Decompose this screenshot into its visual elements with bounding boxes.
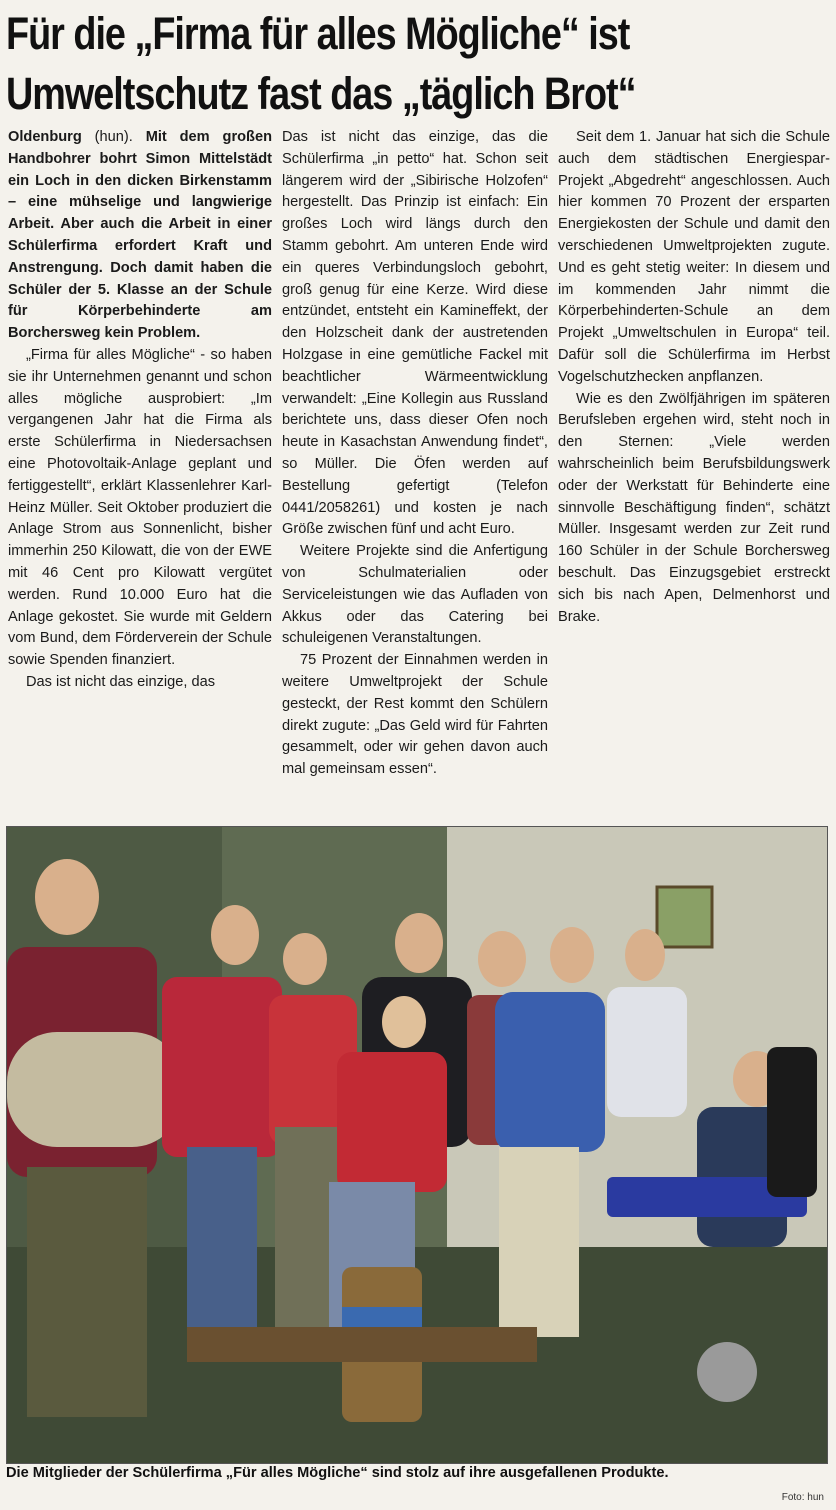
group-photo	[6, 826, 828, 1464]
paragraph-4: 75 Prozent der Einnahmen werden in weitere Umweltprojekt der Schule gesteckt, der Rest kommt den Schülern direkt zugute: „Das Geld wird für Fahrten gesammelt, oder wir gehen davon auch mal gemeinsam essen“.	[282, 652, 548, 778]
article-lead	[8, 127, 272, 345]
paragraph-6: Wie es den Zwölfjährigen im späteren Berufsleben ergehen wird, steht noch in den Sternen: „Viele werden wahrscheinlich beim Berufsbildungswerk oder der Werkstatt für Behinderte eine sinnvolle Beschäftigung finden“, schätzt Müller. Insgesamt werden zur Zeit rund 160 Schüler in der Schule Borchersweg beschult. Das Einzugsgebiet erstreckt sich bis nach Apen, Delmenhorst und Brake.	[558, 390, 830, 625]
paragraph-2: Das ist nicht das einzige, das die Schülerfirma „in petto“ hat. Schon seit längerem wird der „Sibirische Holzofen“ hergestellt. Das Prinzip ist einfach: Ein großes Loch wird längs durch den Stamm gebohrt. Am unteren Ende wird ein queres Verbindungsloch gebohrt, groß genug für eine Kerze. Wird diese entzündet, entsteht ein Kamineffekt, der den Holzscheit dank der austretenden Holzgase in eine gemütliche Fackel mit beachtlicher Wärmeentwicklung verwandelt: „Eine Kollegin aus Russland berichtete uns, dass dieser Ofen noch heute in Kasachstan Anwendung findet“, so Müller. Die Öfen werden auf Bestellung gefertigt (Telefon 0441/2058261) und kosten je nach Größe zwischen fünf und acht Euro.	[282, 129, 548, 538]
paragraph-5: Seit dem 1. Januar hat sich die Schule auch dem städtischen Energiespar-Projekt „Abgedreht“ angeschlossen. Auch hier kommen 70 Prozent der ersparten Energiekosten der Schule und damit den verschiedenen Umweltprojekten zugute. Und es geht stetig weiter: In diesem und im kommenden Jahr nimmt die Körperbehinderten-Schule an dem Projekt „Umweltschulen in Europa“ teil. Dafür soll die Schülerfirma im Herbst Vogelschutzhecken anpflanzen.	[558, 129, 830, 385]
dateline: Oldenburg	[8, 129, 82, 145]
photo-caption: Die Mitglieder der Schülerfirma „Für alles Mögliche“ sind stolz auf ihre ausgefallenen Produkte.	[6, 1465, 669, 1481]
headline-line-1: Für die „Firma für alles Mögliche“ ist	[6, 8, 630, 59]
headline-line-2: Umweltschutz fast das „täglich Brot“	[6, 68, 636, 119]
lead-text: Mit dem großen Handbohrer bohrt Simon Mittelstädt ein Loch in den dicken Birkenstamm – eine mühselige und langwierige Arbeit. Aber auch die Arbeit in einer Schülerfirma erfordert Kraft und Anstrengung. Doch damit haben die Schüler der 5. Klasse an der Schule für Körperbehinderte am Borchersweg kein Problem.	[8, 129, 272, 342]
paragraph-1: „Firma für alles Mögliche“ - so haben sie ihr Unternehmen genannt und schon alles mögliche ausprobiert: „Im vergangenen Jahr hat die Firma als erste Schülerfirma in Niedersachsen eine Photovoltaik-Anlage geplant und fertiggestellt“, erklärt Klassenlehrer Karl-Heinz Müller. Seit Oktober produziert die Anlage Strom aus Sonnenlicht, bisher immerhin 250 Kilowatt, die von der EWE mit 46 Cent pro Kilowatt vergütet werden. Rund 10.000 Euro hat die Anlage gekostet. Sie wurde mit Geldern vom Bund, dem Förderverein der Schule sowie Spenden finanziert.	[8, 346, 272, 669]
article-column-3	[558, 127, 830, 822]
article-column-2	[282, 127, 548, 822]
article-column-1	[8, 127, 272, 822]
paragraph-2-start: Das ist nicht das einzige, das	[26, 673, 216, 690]
paragraph-3: Weitere Projekte sind die Anfertigung von Schulmaterialien oder Serviceleistungen wie das Aufladen von Akkus oder das Catering bei schuleigenen Veranstaltungen.	[282, 543, 548, 647]
author-tag: (hun).	[94, 129, 133, 145]
headline	[6, 4, 698, 124]
photo-credit: Foto: hun	[781, 1492, 824, 1503]
